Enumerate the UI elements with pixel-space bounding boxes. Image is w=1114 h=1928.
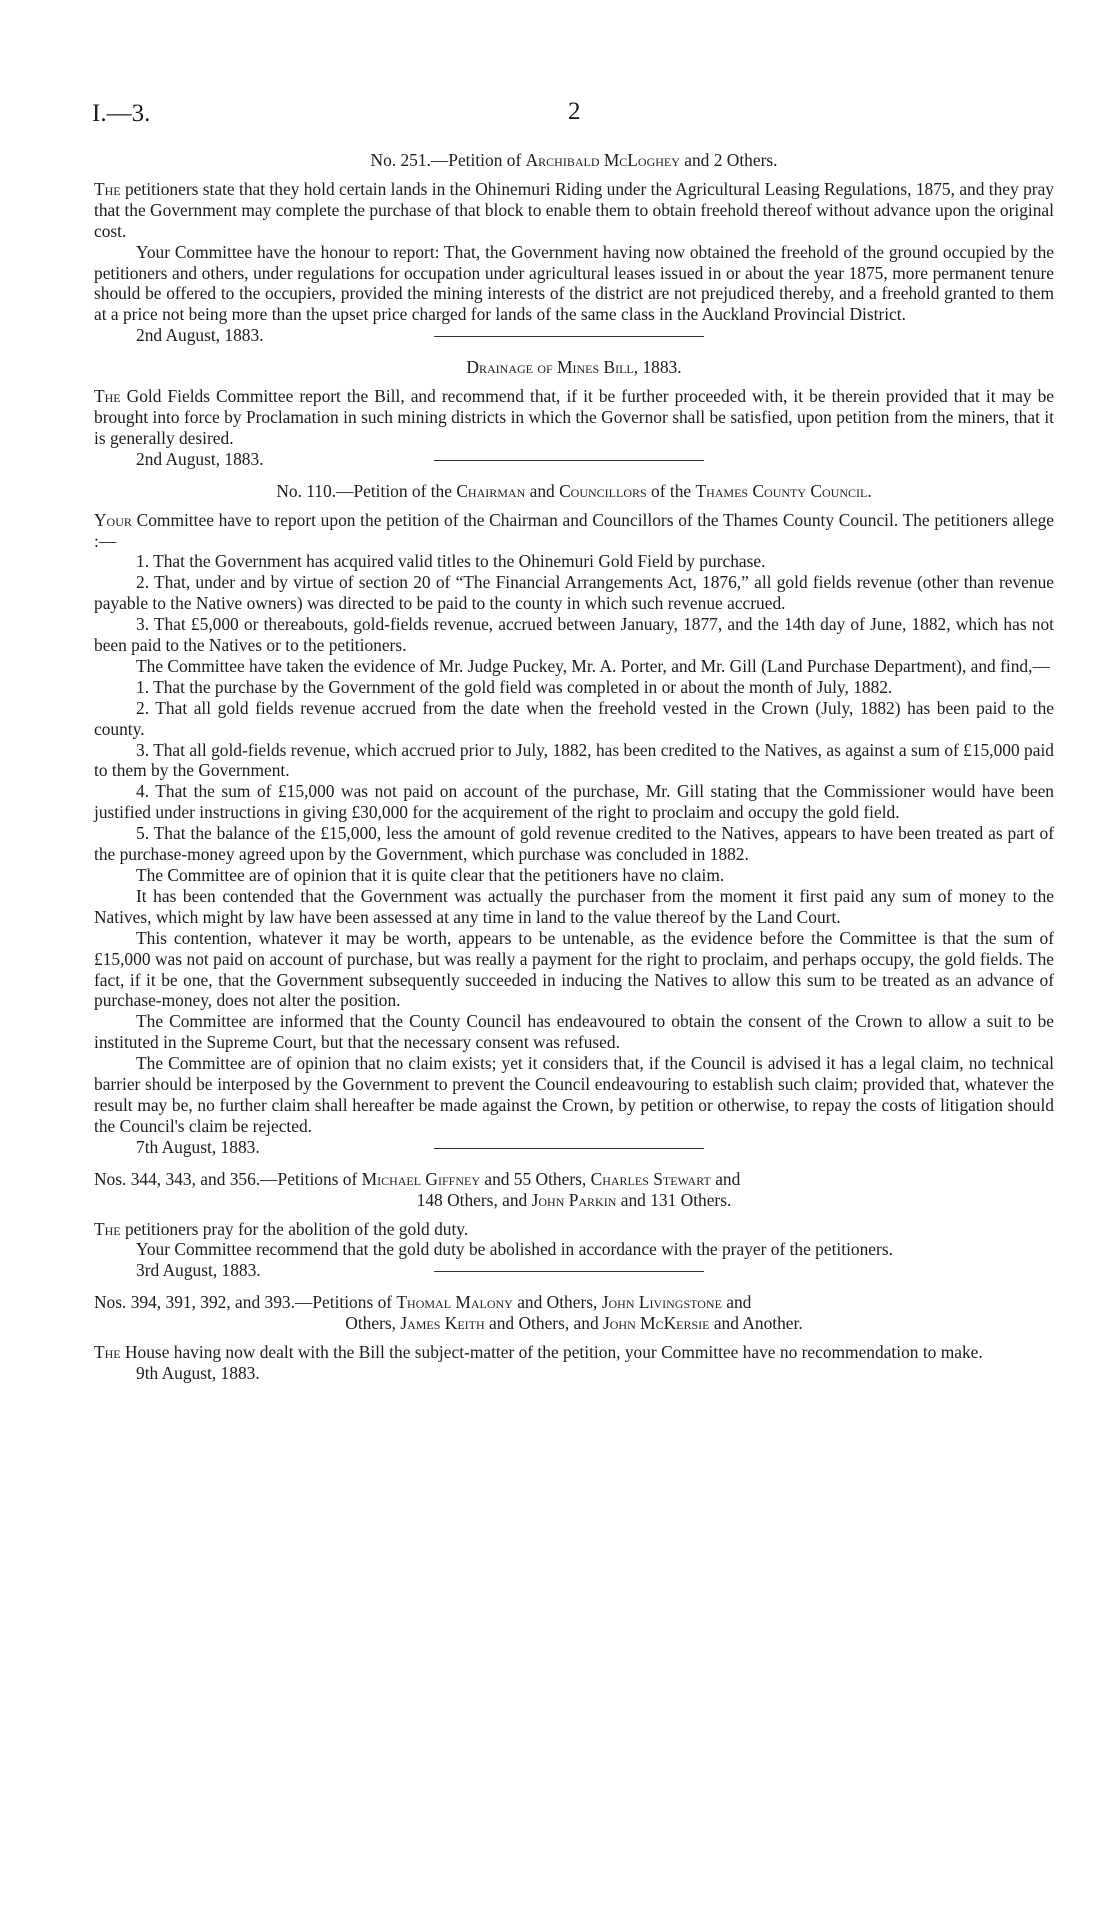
- section-divider: [434, 460, 704, 461]
- paragraph: 3. That £5,000 or thereabouts, gold-fields revenue, accrued between January, 1877, and the 14th day of June, 1882, which has not been paid to the Natives or to the petitioners.: [94, 614, 1054, 656]
- date-line: 2nd August, 1883.: [136, 448, 264, 469]
- section-petition-110: [94, 480, 1054, 1157]
- paragraph: The petitioners state that they hold certain lands in the Ohinemuri Riding under the Agricultural Leasing Regulations, 1875, and they pray that the Government may complete the purchase of that block to enable them to obtain freehold thereof without advance upon the original cost.: [94, 178, 1054, 241]
- paragraph: The petitioners pray for the abolition of the gold duty.: [94, 1218, 469, 1239]
- section-divider: [434, 336, 704, 337]
- paragraph: The Committee are of opinion that no claim exists; yet it considers that, if the Council is advised it has a legal claim, no technical barrier should be interposed by the Government to prevent the Council endeavouring to establish such claim; provided that, whatever the result may be, no further claim shall hereafter be made against the Crown, by petition or otherwise, to repay the costs of litigation should the Council's claim be rejected.: [94, 1053, 1054, 1136]
- document-body: [94, 150, 1054, 1384]
- paragraph: The Committee have taken the evidence of Mr. Judge Puckey, Mr. A. Porter, and Mr. Gill (Land Purchase Department), and find,—: [136, 655, 1050, 676]
- section-title: No. 110.—Petition of the Chairman and Councillors of the Thames County Council.: [276, 480, 872, 501]
- section-divider: [434, 1148, 704, 1149]
- paragraph: The House having now dealt with the Bill the subject-matter of the petition, your Committee have no recommendation to make.: [94, 1342, 983, 1363]
- section-title: Nos. 394, 391, 392, and 393.—Petitions of Thomal Malony and Others, John Livingstone and Others, James Keith and Others, and John McKersie and Another.: [94, 1292, 803, 1334]
- paragraph: Your Committee recommend that the gold duty be abolished in accordance with the prayer of the petitioners.: [136, 1239, 893, 1260]
- paragraph: The Committee are informed that the County Council has endeavoured to obtain the consent of the Crown to allow a suit to be instituted in the Supreme Court, but that the necessary consent was refused.: [94, 1011, 1054, 1053]
- section-petitions-394-391-392-393: [94, 1292, 1054, 1384]
- paragraph: 1. That the Government has acquired valid titles to the Ohinemuri Gold Field by purchase.: [136, 551, 766, 572]
- date-line: 7th August, 1883.: [136, 1136, 260, 1157]
- paragraph: It has been contended that the Government was actually the purchaser from the moment it first paid any sum of money to the Natives, which might by law have been assessed at any time in land to the value thereof by the Land Court.: [94, 885, 1054, 927]
- paragraph: 5. That the balance of the £15,000, less the amount of gold revenue credited to the Natives, appears to have been treated as part of the purchase-money agreed upon by the Government, which purchase was concluded in 1882.: [94, 823, 1054, 865]
- section-title: No. 251.—Petition of Archibald McLoghey and 2 Others.: [370, 150, 778, 170]
- date-line: 9th August, 1883.: [136, 1362, 260, 1383]
- page-number: 2: [568, 98, 581, 125]
- section-petition-251: [94, 150, 1054, 346]
- section-drainage-bill: [94, 357, 1054, 469]
- section-divider: [434, 1271, 704, 1272]
- paragraph: 2. That, under and by virtue of section 20 of “The Financial Arrangements Act, 1876,” all gold fields revenue (other than revenue payable to the Native owners) was directed to be paid to the county in which such revenue accrued.: [94, 572, 1054, 614]
- paragraph: The Committee are of opinion that it is quite clear that the petitioners have no claim.: [136, 865, 725, 885]
- paragraph: 1. That the purchase by the Government of the gold field was completed in or about the month of July, 1882.: [136, 676, 893, 697]
- paragraph: The Gold Fields Committee report the Bill, and recommend that, if it be further proceeded with, it be therein provided that it may be brought into force by Proclamation in such mining districts in which the Governor shall be satisfied, upon petition from the miners, that it is generally desired.: [94, 386, 1054, 448]
- section-petitions-344-343-356: [94, 1168, 1054, 1281]
- section-title: Nos. 344, 343, and 356.—Petitions of Michael Giffney and 55 Others, Charles Stewart and 148 Others, and John Parkin and 131 Others.: [94, 1168, 741, 1210]
- section-title: Drainage of Mines Bill, 1883.: [466, 357, 682, 378]
- date-line: 3rd August, 1883.: [136, 1260, 261, 1281]
- paragraph: 4. That the sum of £15,000 was not paid on account of the purchase, Mr. Gill stating that the Commissioner would have been justified under instructions in giving £30,000 for the acquirement of the right to proclaim and occupy the gold field.: [94, 781, 1054, 823]
- paragraph: Your Committee have the honour to report: That, the Government having now obtained the freehold of the ground occupied by the petitioners and others, under regulations for occupation under agricultural leases issued in or about the year 1875, more permanent tenure should be offered to the occupiers, provided the mining interests of the district are not prejudiced thereby, and a freehold granted to them at a price not being more than the upset price charged for lands of the same class in the Auckland Provincial District.: [94, 241, 1054, 325]
- paragraph: 3. That all gold-fields revenue, which accrued prior to July, 1882, has been credited to the Natives, as against a sum of £15,000 paid to them by the Government.: [94, 739, 1054, 781]
- paragraph: This contention, whatever it may be worth, appears to be untenable, as the evidence before the Committee is that the sum of £15,000 was not paid on account of purchase, but was really a payment for the right to proclaim, and perhaps occupy, the gold fields. The fact, if it be one, that the Government subsequently succeeded in inducing the Natives to allow this sum to be treated as an advance of purchase-money, does not alter the position.: [94, 927, 1054, 1011]
- paragraph: 2. That all gold fields revenue accrued from the date when the freehold vested in the Crown (July, 1882) has been paid to the county.: [94, 697, 1054, 739]
- date-line: 2nd August, 1883.: [136, 325, 264, 346]
- paper-reference: I.—3.: [92, 100, 151, 127]
- paragraph: Your Committee have to report upon the petition of the Chairman and Councillors of the Thames County Council. The petitioners allege :—: [94, 509, 1054, 551]
